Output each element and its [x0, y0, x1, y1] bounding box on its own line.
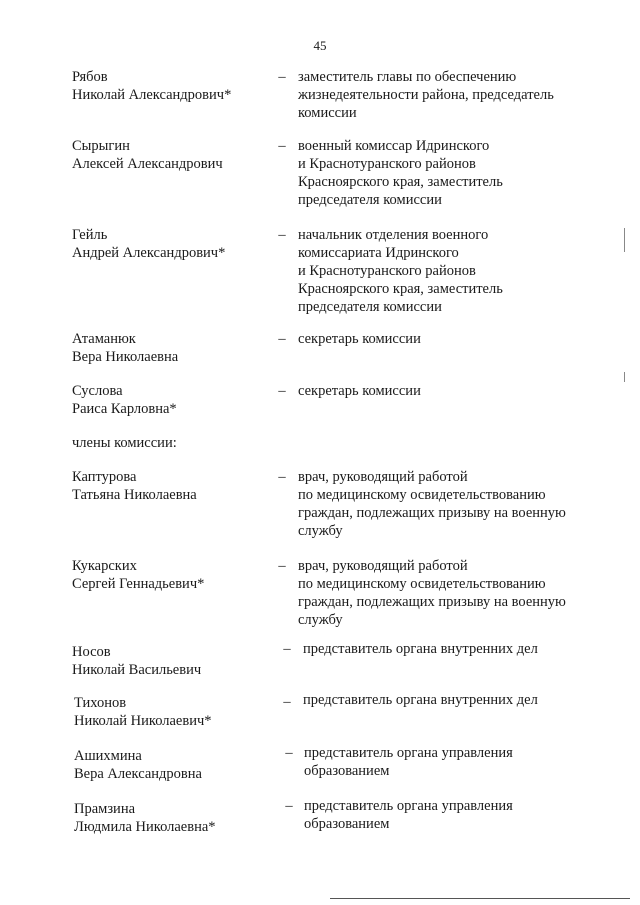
- member-given-names: Вера Николаевна: [72, 349, 179, 365]
- role-line: образованием: [304, 763, 390, 779]
- member-given-names: Сергей Геннадьевич*: [72, 576, 205, 592]
- role-line: председателя комиссии: [298, 299, 442, 315]
- member-given-names: Николай Александрович*: [72, 87, 232, 103]
- member-given-names: Андрей Александрович*: [72, 245, 226, 261]
- role-line: по медицинскому освидетельствованию: [298, 487, 546, 503]
- role-line: по медицинскому освидетельствованию: [298, 576, 546, 592]
- member-surname: Каптурова: [72, 469, 137, 485]
- role-line: граждан, подлежащих призыву на военную: [298, 594, 566, 610]
- role-line: образованием: [304, 816, 390, 832]
- dash-separator: –: [278, 383, 286, 399]
- member-role: [298, 137, 598, 209]
- role-line: комиссии: [298, 105, 357, 121]
- role-line: службу: [298, 612, 343, 628]
- member-name: [72, 643, 201, 679]
- role-line: комиссариата Идринского: [298, 245, 459, 261]
- dash-separator: –: [278, 138, 286, 154]
- role-line: заместитель главы по обеспечению: [298, 69, 517, 85]
- member-role: [304, 744, 604, 780]
- scan-margin-mark: [624, 228, 625, 252]
- role-line: и Краснотуранского районов: [298, 263, 476, 279]
- role-line: граждан, подлежащих призыву на военную: [298, 505, 566, 521]
- member-given-names: Алексей Александрович: [72, 156, 223, 172]
- role-line: Красноярского края, заместитель: [298, 174, 503, 190]
- role-line: секретарь комиссии: [298, 331, 421, 347]
- dash-separator: –: [283, 694, 291, 710]
- dash-separator: –: [285, 745, 293, 761]
- member-given-names: Вера Александровна: [74, 766, 202, 782]
- role-line: военный комиссар Идринского: [298, 138, 490, 154]
- member-name: [74, 800, 216, 836]
- scan-margin-mark: [624, 372, 625, 382]
- member-surname: Тихонов: [74, 695, 127, 711]
- member-name: [72, 382, 177, 418]
- dash-separator: –: [285, 798, 293, 814]
- members-section-label: члены комиссии:: [72, 435, 177, 451]
- member-role: [303, 691, 603, 709]
- member-given-names: Татьяна Николаевна: [72, 487, 197, 503]
- member-role: [298, 330, 598, 348]
- member-name: [72, 330, 178, 366]
- role-line: службу: [298, 523, 343, 539]
- dash-separator: –: [278, 469, 286, 485]
- member-role: [303, 640, 603, 658]
- member-role: [298, 382, 598, 400]
- dash-separator: –: [278, 331, 286, 347]
- member-name: [74, 747, 202, 783]
- member-surname: Гейль: [72, 227, 108, 243]
- member-given-names: Николай Васильевич: [72, 662, 202, 678]
- member-name: [72, 557, 204, 593]
- page-number: 45: [313, 38, 327, 53]
- member-role: [298, 468, 598, 540]
- member-name: [72, 137, 223, 173]
- role-line: председателя комиссии: [298, 192, 442, 208]
- role-line: Красноярского края, заместитель: [298, 281, 503, 297]
- member-given-names: Раиса Карловна*: [72, 401, 177, 417]
- member-name: [74, 694, 212, 730]
- member-role: [298, 557, 598, 629]
- member-role: [298, 226, 598, 316]
- dash-separator: –: [278, 558, 286, 574]
- member-surname: Рябов: [72, 69, 108, 85]
- member-surname: Носов: [72, 644, 111, 660]
- member-surname: Сырыгин: [72, 138, 130, 154]
- dash-separator: –: [278, 69, 286, 85]
- member-surname: Прамзина: [74, 801, 136, 817]
- member-name: [72, 226, 225, 262]
- member-name: [72, 68, 231, 104]
- role-line: представитель органа управления: [304, 745, 513, 761]
- member-name: [72, 468, 197, 504]
- member-role: [304, 797, 604, 833]
- role-line: представитель органа внутренних дел: [303, 641, 538, 657]
- role-line: врач, руководящий работой: [298, 469, 468, 485]
- dash-separator: –: [278, 227, 286, 243]
- member-surname: Суслова: [72, 383, 123, 399]
- member-given-names: Николай Николаевич*: [74, 713, 212, 729]
- role-line: врач, руководящий работой: [298, 558, 468, 574]
- role-line: и Краснотуранского районов: [298, 156, 476, 172]
- role-line: начальник отделения военного: [298, 227, 489, 243]
- role-line: жизнедеятельности района, председатель: [298, 87, 554, 103]
- member-surname: Кукарских: [72, 558, 137, 574]
- role-line: секретарь комиссии: [298, 383, 421, 399]
- scan-bottom-rule: [330, 898, 630, 899]
- member-role: [298, 68, 598, 122]
- role-line: представитель органа внутренних дел: [303, 692, 538, 708]
- member-surname: Атаманюк: [72, 331, 136, 347]
- dash-separator: –: [283, 641, 291, 657]
- member-surname: Ашихмина: [74, 748, 142, 764]
- role-line: представитель органа управления: [304, 798, 513, 814]
- member-given-names: Людмила Николаевна*: [74, 819, 216, 835]
